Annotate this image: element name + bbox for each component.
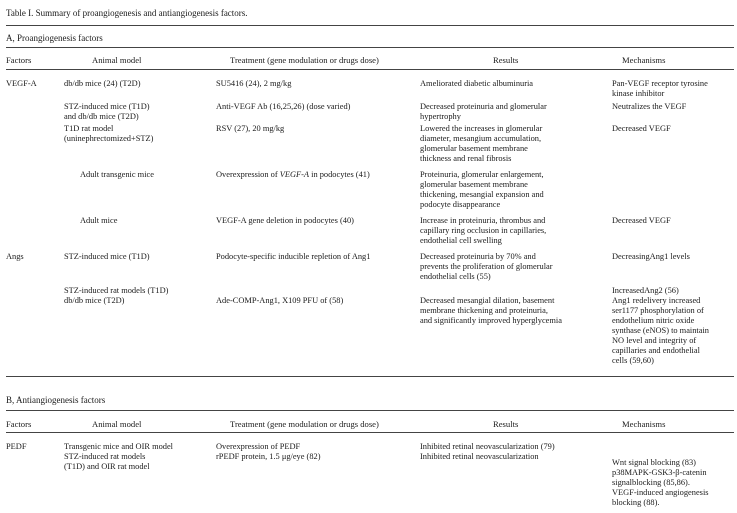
row-results: glomerular basement membrane [420,144,528,153]
header-mechanisms: Mechanisms [622,419,666,429]
header-results: Results [493,55,519,65]
row-model: STZ-induced mice (T1D) [64,252,150,261]
row-model: db/db mice (24) (T2D) [64,79,141,88]
row-model: Adult mice [80,216,118,225]
row-results: Ameliorated diabetic albuminuria [420,79,534,88]
row-results: capillary ring occlusion in capillaries, [420,226,547,235]
row-results: Inhibited retinal neovascularization (79) [420,442,555,451]
row-results: Decreased proteinuria by 70% and [420,252,536,261]
table-caption: Table I. Summary of proangiogenesis and antiangiogenesis factors. [6,8,248,18]
row-results: Increase in proteinuria, thrombus and [420,216,546,225]
row-treatment [216,170,370,180]
row-results: thickening, mesangial expansion and [420,190,544,199]
row-treatment: Podocyte-specific inducible repletion of Ang1 [216,252,371,261]
row-mechanisms: Decreased VEGF [612,216,671,225]
row-results: and significantly improved hyperglycemia [420,316,562,325]
row-model: Adult transgenic mice [80,170,154,179]
row-model: STZ-induced rat models (T1D) [64,286,169,295]
row-mechanisms: Neutralizes the VEGF [612,102,687,111]
row-model: (uninephrectomized+STZ) [64,134,154,143]
rule-top [6,25,734,26]
rule-b-1 [6,410,734,411]
row-treatment: Ade-COMP-Ang1, X109 PFU of (58) [216,296,344,305]
row-results: thickness and renal fibrosis [420,154,512,163]
row-treatment: SU5416 (24), 2 mg/kg [216,79,292,88]
row-results: Inhibited retinal neovascularization [420,452,539,461]
row-results: Lowered the increases in glomerular [420,124,543,133]
row-results: endothelial cells (55) [420,272,491,281]
row-results: Decreased mesangial dilation, basement [420,296,555,305]
row-mechanisms: cells (59,60) [612,356,654,365]
row-treatment: rPEDF protein, 1.5 μg/eye (82) [216,452,321,461]
row-model: Transgenic mice and OIR model [64,442,174,451]
header-factors: Factors [6,55,32,65]
row-results: Decreased proteinuria and glomerular [420,102,547,111]
row-model: and db/db mice (T2D) [64,112,139,121]
treatment-prefix: Overexpression of [216,170,280,179]
row-mechanisms: Wnt signal blocking (83) [612,458,696,467]
row-treatment: RSV (27), 20 mg/kg [216,124,285,133]
row-mechanisms: synthase (eNOS) to maintain [612,326,709,335]
treatment-suffix: in podocytes (41) [309,170,370,179]
row-results: glomerular basement membrane [420,180,528,189]
row-mechanisms: signalblocking (85,86). [612,478,690,487]
row-results: membrane thickening and proteinuria, [420,306,548,315]
rule-a-end [6,376,734,377]
row-treatment: VEGF-A gene deletion in podocytes (40) [216,216,354,225]
row-mechanisms: NO level and integrity of [612,336,697,345]
gene-name: VEGF-A [279,170,310,179]
row-mechanisms: IncreasedAng2 (56) [612,286,679,295]
row-factor: VEGF-A [6,79,37,88]
rule-b-2 [6,432,734,433]
rule-a-1 [6,47,734,48]
row-mechanisms: ser1177 phosphorylation of [612,306,704,315]
row-treatment: Anti-VEGF Ab (16,25,26) (dose varied) [216,102,351,111]
section-a-title: A, Proangiogenesis factors [6,33,103,43]
header-treatment: Treatment (gene modulation or drugs dose) [230,55,379,65]
row-results: podocyte disappearance [420,200,501,209]
header-factors: Factors [6,419,32,429]
row-treatment: Overexpression of PEDF [216,442,301,451]
header-mechanisms: Mechanisms [622,55,666,65]
header-animal-model: Animal model [92,419,142,429]
header-treatment: Treatment (gene modulation or drugs dose) [230,419,379,429]
section-b-title: B, Antiangiogenesis factors [6,395,106,405]
row-results: Proteinuria, glomerular enlargement, [420,170,544,179]
row-results: endothelial cell swelling [420,236,502,245]
row-model: STZ-induced mice (T1D) [64,102,150,111]
row-mechanisms: p38MAPK-GSK3-β-catenin [612,468,707,477]
row-model: (T1D) and OIR rat model [64,462,150,471]
row-model: db/db mice (T2D) [64,296,125,305]
row-mechanisms: endothelium nitric oxide [612,316,695,325]
row-mechanisms: Decreased VEGF [612,124,671,133]
row-results: hypertrophy [420,112,461,121]
row-factor: Angs [6,252,24,261]
row-mechanisms: Ang1 redelivery increased [612,296,701,305]
row-mechanisms: blocking (88). [612,498,660,507]
row-mechanisms: Pan-VEGF receptor tyrosine [612,79,708,88]
rule-a-2 [6,69,734,70]
header-results: Results [493,419,519,429]
header-animal-model: Animal model [92,55,142,65]
row-results: prevents the proliferation of glomerular [420,262,553,271]
row-factor: PEDF [6,442,27,451]
row-mechanisms: VEGF-induced angiogenesis [612,488,709,497]
row-model: T1D rat model [64,124,114,133]
row-mechanisms: kinase inhibitor [612,89,665,98]
row-results: diameter, mesangium accumulation, [420,134,542,143]
row-model: STZ-induced rat models [64,452,146,461]
row-mechanisms: capillaries and endothelial [612,346,700,355]
row-mechanisms: DecreasingAng1 levels [612,252,690,261]
